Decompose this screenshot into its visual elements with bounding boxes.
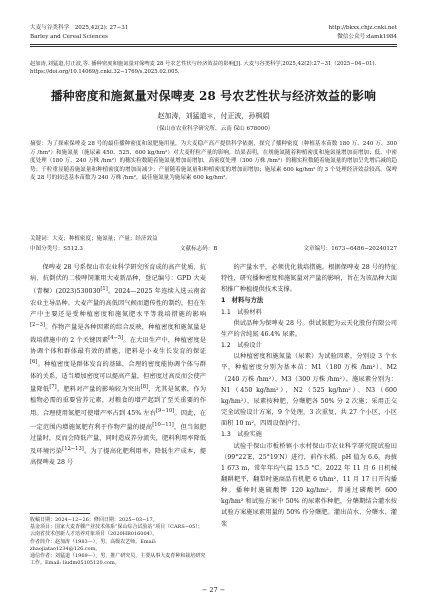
- subsection-heading: 1.3 试验实施: [221, 431, 262, 439]
- intro-paragraph: 保啤麦 28 号系保山市农业科学研究所育成的高产优质、抗病、抗倒伏的二棱啤饲兼用大麦新品种，登记编号：GPD 大麦（青稞）(2023)530030[1]。2024—2025 年连续入选云南省农业主导品种。大麦产量的高低因气候而遗传性的制约，但在生产中主要还是受种植密度和施氮肥水平等栽培措施的影响[2−3]。作物产量是各种因素的综合反映，种植密度和施氮量是栽培措施中的 2 个关键因素[4−5]。在大田生产中，种植密度是协调个体和群体最有效的措施，肥料是小麦生长发育的保证[6]。种植密度是群体发育的基础，合理的密度能协调个体与群体的关系，适当增加密度可以提高产量，但密度过高反而会使产量降低[7]。肥料对产量的影响较为突出[8]，尤其是氮素，作为植物必需的重要营养元素，对粮食的增产起到了至关重要的作用。合理使用氮肥可使增产率占到 45% 左右[9−10]。因此，在一定范围内增施氮肥有利于作物产量的提高[10−11]，但当氮肥过量时，反而会降低产量，同时造成养分流失，肥料利用率降低及环境污染[12−13]。为了提高化肥利用率，降低生产成本，提高保啤麦 28 号: [30, 264, 207, 467]
- clc-number: 中图分类号：S512.3: [30, 246, 83, 252]
- journal-name-en: Barley and Cereal Sciences: [30, 34, 108, 40]
- authors: 赵加涛，刘猛道＊，付正波，孙枫娟: [157, 112, 270, 120]
- affiliation: （保山市农业科学研究所，云南 保山 678000）: [153, 126, 274, 132]
- header-rule-2: [30, 46, 397, 47]
- journal-url[interactable]: http://bkxx.chjz.cnki.net: [328, 25, 397, 31]
- body-paragraph: 的产量水平，必须优化栽培措施。根据保啤麦 28 号的特征特性，研究播种密度和施氮量对产量的影响，旨在为该品种大面积推广种植提供技术支撑。: [221, 264, 397, 294]
- journal-wechat: 微信公众号:damk1984: [337, 34, 397, 40]
- header-rule: [30, 44, 397, 45]
- footnotes: [30, 517, 206, 567]
- page-number: − 27 −: [201, 586, 226, 594]
- citation: 赵加涛,刘猛道,付正波,等. 播种密度和施氮量对保啤麦 28 号农艺性状与经济效益的影响[J]. 大麦与谷类科学,2025,42(2):27−31（2025−04−01). https://doi.org/10.14069/j.cnki.32−1769/s.2025.02.005.: [30, 61, 377, 75]
- body-paragraph: 以种植密度和施氮量（尿素）为试验因素，分别设 3 个水平，种植密度分别为基本苗：M1（180 万株 /hm²）、M2（240 万株 /hm²）、M3（300 万株 /hm²）。施尿素分别为：N1（450 kg/hm²）、N2（525 kg/hm²）、N3（600 kg/hm²），尿素按种肥、分蘖肥各 50% 分 2 次施；采用正交完全试验设计方案，9 个处理，3 次重复，共 27 个小区，小区面积 10 m²，四周设保护行。: [221, 353, 397, 428]
- section-heading: 1 材料与方法: [221, 297, 264, 305]
- footnote-received: 收稿日期：2024−12−26；修回日期：2025−03−17。: [30, 517, 158, 523]
- footnote-author: 作者简介：赵加涛（1983—），男，高级农艺师。Email: zhaojiatao1234@126.com。: [30, 538, 157, 552]
- article-title: 播种密度和施氮量对保啤麦 28 号农艺性状与经济效益的影响: [50, 89, 377, 103]
- body-paragraph: 供试品种为保啤麦 28 号。供试氮肥为云天化股份有限公司生产的含纯氮 46.4% 尿素。: [221, 319, 397, 338]
- right-column: [221, 262, 397, 530]
- footnote-rule: [30, 513, 90, 514]
- footnote-funding: 基金项目：国家大麦青稞产业技术体系“保山综合试验站”项目（CARS−05）；云南省技术创新人才培养对象项目（2020HB016004）。: [30, 524, 203, 538]
- left-column: [30, 262, 206, 468]
- keywords: 关键词：大麦；种植密度；施氮量；产量；经济效益: [30, 236, 158, 242]
- abstract: 摘要：为了探索保啤麦 28 号的最佳播种密度和氮肥施用量，为大麦稳产高产提供科学依据，探究了播种密度（种植基本苗数 180 万、240 万、300 万 /hm²）和施氮量（施尿素 450、525、600 kg/hm²）对大麦籽粒产量的影响。结果表明，在规施氮随着种植密度和施氮量增加而增加；低、中密度处理（180 万、240 万株 /hm²）的穗实粒数随着施氮量增加而增加，高密度处理（300 万株 /hm²）的穗实粒数随着施氮量的增加呈先增后减的趋势；千粒重显随着施氮量和种植密度的增加而减少；产量随着施氮量和种植密度的增加而增加；施尿素 600 kg/hm² 的 3 个处理经济效益较高。保啤麦 28 号的较适基本苗数为 240 万株 /hm²，最佳施氮量为施尿素 600 kg/hm²。: [30, 141, 397, 182]
- article-number: 文章编号：1673−6486−20240127: [303, 246, 397, 252]
- subsection-heading: 1.2 试验设计: [221, 342, 262, 350]
- subsection-heading: 1.1 试验材料: [221, 308, 262, 316]
- footnote-corresponding: 通信作者：刘猛道（1969—），男，推广研究员，主要从事大麦育种和栽培研究工作。Email: liudm05105120.com。: [30, 553, 206, 567]
- body-paragraph: 试验于保山市板桥镇小水村保山市农业科学研究院试验田（99°22′E，25°19′N）进行，前作水稻。pH 值为 6.6。海拔 1 673 m，常年年均气温 15.5 °C。2022 年 11 月 6 日机械翻耕耙平，翻犁时施商品有机肥 6 t/hm²，11 月 17 日开沟播种。播种时施硫酸钾 120 kg/hm²，普通过磷酸钙 600 kg/hm² 和试验方案中 50% 的尿素作种肥，分蘖期结合灌水按试验方案施尿素用量的 50% 作分蘖肥。灌出苗水、分蘖水、灌浆: [221, 442, 397, 528]
- journal-issue: 大麦与谷类科学 2025,42(2): 27−31: [30, 25, 129, 31]
- document-code: 文献标志码：B: [180, 246, 218, 252]
